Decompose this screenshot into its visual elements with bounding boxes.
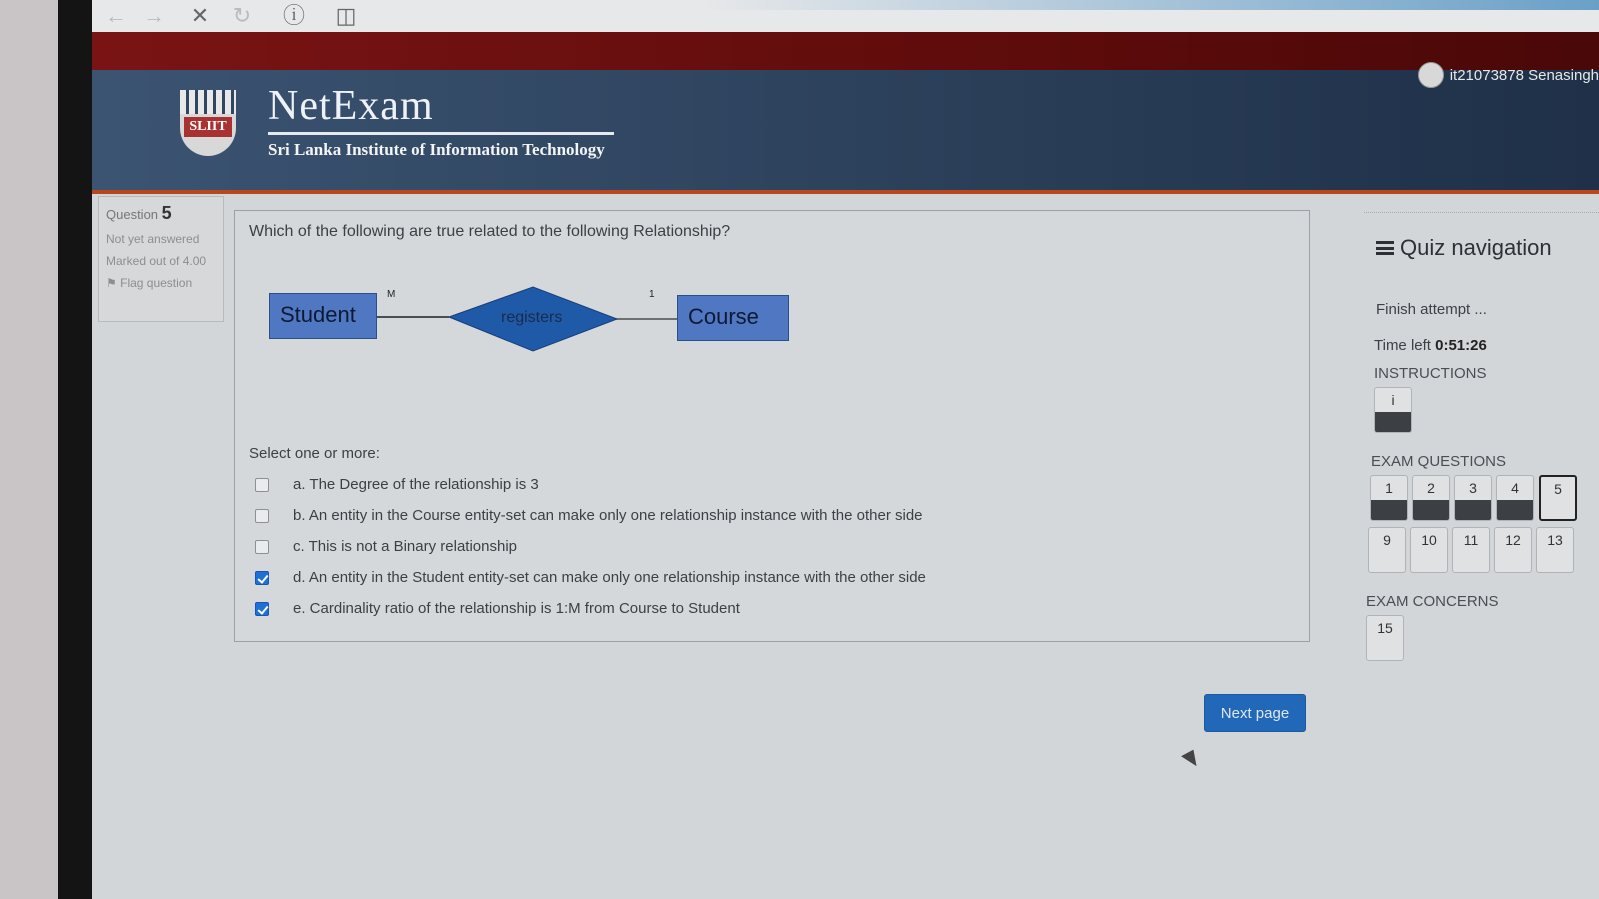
instructions-button[interactable]: i xyxy=(1374,387,1412,433)
question-button-1[interactable]: 1 xyxy=(1370,475,1408,521)
browser-toolbar xyxy=(92,0,1599,32)
question-button-2[interactable]: 2 xyxy=(1412,475,1450,521)
option-b[interactable]: b. An entity in the Course entity-set can make only one relationship instance with the other side xyxy=(255,500,926,531)
question-box xyxy=(234,210,1310,642)
question-marks: Marked out of 4.00 xyxy=(106,254,207,268)
question-text: Which of the following are true related to the following Relationship? xyxy=(249,223,731,240)
brand-subtitle: Sri Lanka Institute of Information Technology xyxy=(268,140,605,159)
top-stripe xyxy=(92,32,1599,70)
site-header xyxy=(92,70,1599,194)
checkbox-c[interactable] xyxy=(255,540,269,554)
flag-question-link[interactable]: ⚑ Flag question xyxy=(106,276,193,290)
checkbox-e[interactable] xyxy=(255,602,269,616)
question-button-5[interactable]: 5 xyxy=(1539,475,1577,521)
question-button-4[interactable]: 4 xyxy=(1496,475,1534,521)
exam-concerns-label: EXAM CONCERNS xyxy=(1366,593,1499,610)
quiz-nav-title: Quiz navigation xyxy=(1376,235,1552,261)
question-button-10[interactable]: 10 xyxy=(1410,527,1448,573)
checkbox-b[interactable] xyxy=(255,509,269,523)
concern-button-15[interactable]: 15 xyxy=(1366,615,1404,661)
cardinality-left: M xyxy=(387,289,396,300)
instructions-label: INSTRUCTIONS xyxy=(1374,365,1487,382)
background-wall xyxy=(0,0,58,899)
entity-student: Student xyxy=(269,293,377,339)
avatar xyxy=(1418,62,1444,88)
checkbox-a[interactable] xyxy=(255,478,269,492)
user-menu[interactable] xyxy=(1418,60,1599,90)
option-d[interactable]: d. An entity in the Student entity-set can make only one relationship instance with the other side xyxy=(255,562,926,593)
cardinality-right: 1 xyxy=(649,289,655,300)
option-a[interactable]: a. The Degree of the relationship is 3 xyxy=(255,469,926,500)
select-instruction: Select one or more: xyxy=(249,445,380,462)
brand-title: NetExam xyxy=(268,83,434,129)
info-icon[interactable]: ⓘ xyxy=(282,3,305,28)
mouse-cursor-icon xyxy=(1181,750,1201,771)
answer-options xyxy=(255,469,926,624)
reader-mode-icon[interactable]: ◫ xyxy=(335,3,357,28)
user-name: it21073878 Senasingh xyxy=(1449,66,1599,84)
question-number: Question 5 xyxy=(106,203,172,223)
question-status: Not yet answered xyxy=(106,232,200,246)
question-button-3[interactable]: 3 xyxy=(1454,475,1492,521)
question-button-9[interactable]: 9 xyxy=(1368,527,1406,573)
arrow-left-icon[interactable]: ← xyxy=(105,3,127,28)
question-button-13[interactable]: 13 xyxy=(1536,527,1574,573)
option-c[interactable]: c. This is not a Binary relationship xyxy=(255,531,926,562)
question-button-12[interactable]: 12 xyxy=(1494,527,1532,573)
menu-icon[interactable] xyxy=(1376,241,1394,255)
brand-divider xyxy=(268,132,614,135)
sliit-logo: SLIIT xyxy=(180,90,236,160)
option-e[interactable]: e. Cardinality ratio of the relationship is 1:M from Course to Student xyxy=(255,593,926,624)
next-page-button[interactable]: Next page xyxy=(1204,694,1306,732)
question-info xyxy=(98,196,224,322)
question-button-11[interactable]: 11 xyxy=(1452,527,1490,573)
er-diagram xyxy=(265,281,825,371)
time-left: Time left 0:51:26 xyxy=(1374,337,1487,354)
header-accent-line xyxy=(92,190,1599,194)
flag-icon: ⚑ xyxy=(106,276,117,290)
close-icon[interactable]: ✕ xyxy=(190,3,210,28)
finish-attempt-link[interactable]: Finish attempt ... xyxy=(1376,301,1487,318)
arrow-right-icon[interactable]: → xyxy=(143,3,165,28)
relationship-label: registers xyxy=(501,309,563,326)
monitor-bezel xyxy=(58,0,92,899)
entity-course: Course xyxy=(677,295,789,341)
quiz-navigation xyxy=(1364,212,1599,682)
exam-questions-label: EXAM QUESTIONS xyxy=(1371,453,1507,470)
screen xyxy=(92,0,1599,899)
checkbox-d[interactable] xyxy=(255,571,269,585)
reload-icon[interactable]: ↻ xyxy=(232,3,252,28)
